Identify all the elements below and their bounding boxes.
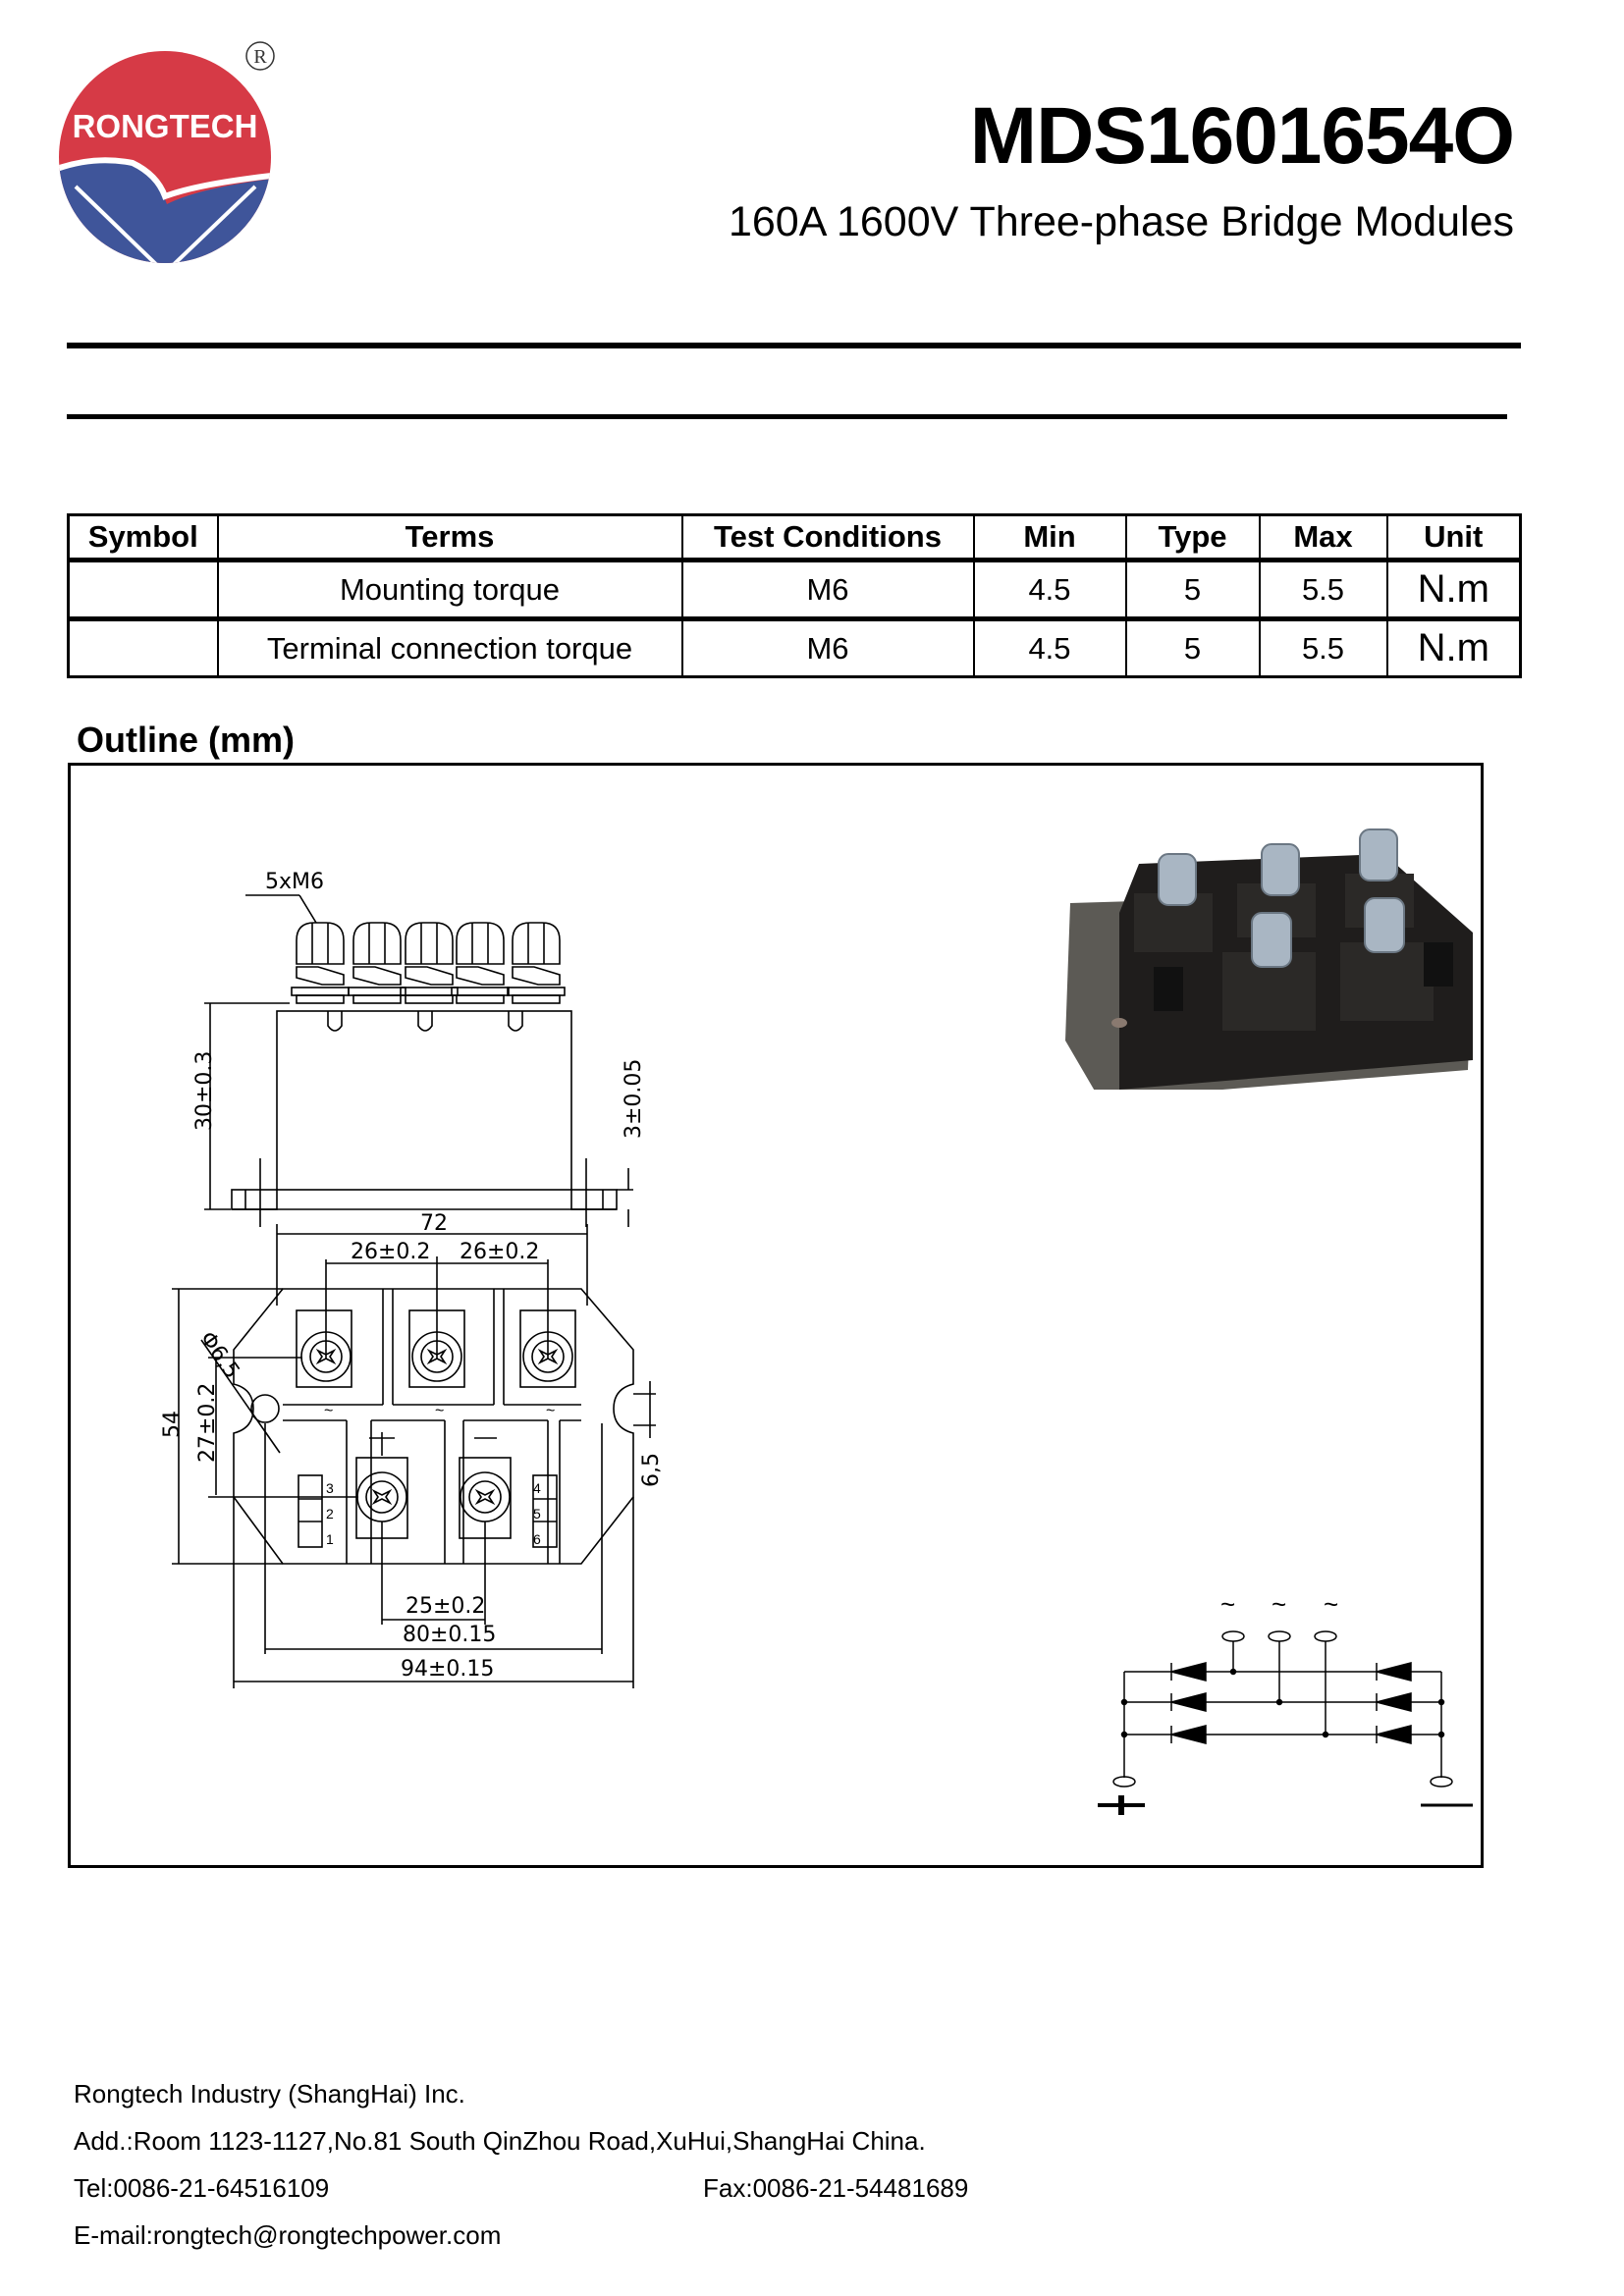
ac-input-label: ~ [1324, 1589, 1339, 1619]
ac-mark: ~ [324, 1403, 334, 1419]
footer-company-name: Rongtech Industry (ShangHai) Inc. [74, 2079, 465, 2109]
column-header-symbol: Symbol [69, 515, 218, 561]
height-54-dimension: 54 [160, 1411, 185, 1438]
ac-input-label: ~ [1272, 1589, 1287, 1619]
cell-terms: Mounting torque [218, 561, 682, 619]
svg-text:~: ~ [546, 1403, 556, 1419]
table-header-row [69, 515, 1521, 561]
logo-text: RONGTECH [72, 108, 258, 144]
module-body-side [277, 1011, 571, 1190]
column-header-terms: Terms [218, 515, 682, 561]
dc-plus-node [1113, 1777, 1135, 1787]
cell-max: 5.5 [1260, 561, 1387, 619]
gate-pins-left [298, 1475, 322, 1547]
footer-telephone: Tel:0086-21-64516109 [74, 2173, 330, 2203]
screw-spec-label: 5xM6 [265, 870, 324, 894]
footer-fax: Fax:0086-21-54481689 [703, 2173, 969, 2203]
ac-terminal-node [1269, 1631, 1290, 1641]
diode-icon [1171, 1663, 1411, 1743]
row-spacing-dimension: 27±0.2 [195, 1382, 220, 1463]
cell-min: 4.5 [974, 561, 1126, 619]
cell-test-conditions: M6 [682, 619, 974, 677]
table-row [69, 619, 1521, 677]
svg-text:5: 5 [533, 1506, 541, 1522]
cell-symbol [69, 619, 218, 677]
hole-diameter-dimension: Φ6,5 [194, 1327, 244, 1384]
svg-text:1: 1 [326, 1531, 334, 1547]
company-logo [54, 39, 290, 265]
svg-text:6: 6 [533, 1531, 541, 1547]
slot-width-dimension: 6,5 [639, 1453, 664, 1487]
hole-pitch-dimension: 80±0.15 [403, 1623, 497, 1647]
cell-unit: N.m [1387, 619, 1521, 677]
module-body-top [234, 1289, 633, 1564]
width-72-dimension: 72 [420, 1212, 448, 1236]
cell-symbol [69, 561, 218, 619]
ac-terminal-node [1222, 1631, 1244, 1641]
svg-text:4: 4 [533, 1480, 541, 1496]
dc-pitch-dimension: 25±0.2 [406, 1594, 486, 1619]
column-header-unit: Unit [1387, 515, 1521, 561]
base-thickness-dimension: 3±0.05 [622, 1058, 646, 1139]
pitch-left-dimension: 26±0.2 [351, 1240, 431, 1264]
column-header-type: Type [1126, 515, 1260, 561]
column-header-test-conditions: Test Conditions [682, 515, 974, 561]
height-dimension: 30±0.3 [192, 1050, 217, 1131]
dc-minus-node [1431, 1777, 1452, 1787]
product-photo [1060, 795, 1492, 1090]
cell-unit: N.m [1387, 561, 1521, 619]
svg-text:2: 2 [326, 1506, 334, 1522]
mechanical-spec-table [67, 513, 1522, 678]
ac-input-label: ~ [1220, 1589, 1236, 1619]
overall-length-dimension: 94±0.15 [401, 1657, 495, 1682]
cell-terms: Terminal connection torque [218, 619, 682, 677]
cell-test-conditions: M6 [682, 561, 974, 619]
side-view-drawing [98, 844, 864, 1227]
ac-terminal-1 [297, 1310, 352, 1387]
ac-terminal-node [1315, 1631, 1336, 1641]
table-row [69, 561, 1521, 619]
bridge-circuit-schematic [1060, 1585, 1483, 1831]
footer-address: Add.:Room 1123-1127,No.81 South QinZhou Road,XuHui,ShangHai China. [74, 2126, 926, 2156]
terminal-screws [292, 923, 565, 1003]
column-header-max: Max [1260, 515, 1387, 561]
cell-max: 5.5 [1260, 619, 1387, 677]
part-number-title: MDS1601654O [969, 91, 1514, 181]
svg-text:3: 3 [326, 1480, 334, 1496]
top-view-drawing [98, 1212, 835, 1831]
product-subtitle: 160A 1600V Three-phase Bridge Modules [728, 198, 1514, 245]
cell-type: 5 [1126, 619, 1260, 677]
svg-text:R: R [253, 46, 267, 68]
divider-rule [67, 343, 1521, 348]
footer-email[interactable]: E-mail:rongtech@rongtechpower.com [74, 2220, 502, 2250]
cell-type: 5 [1126, 561, 1260, 619]
column-header-min: Min [974, 515, 1126, 561]
cell-min: 4.5 [974, 619, 1126, 677]
divider-rule [67, 414, 1507, 419]
outline-section-title: Outline (mm) [77, 720, 295, 760]
pitch-right-dimension: 26±0.2 [460, 1240, 540, 1264]
svg-text:~: ~ [435, 1403, 445, 1419]
